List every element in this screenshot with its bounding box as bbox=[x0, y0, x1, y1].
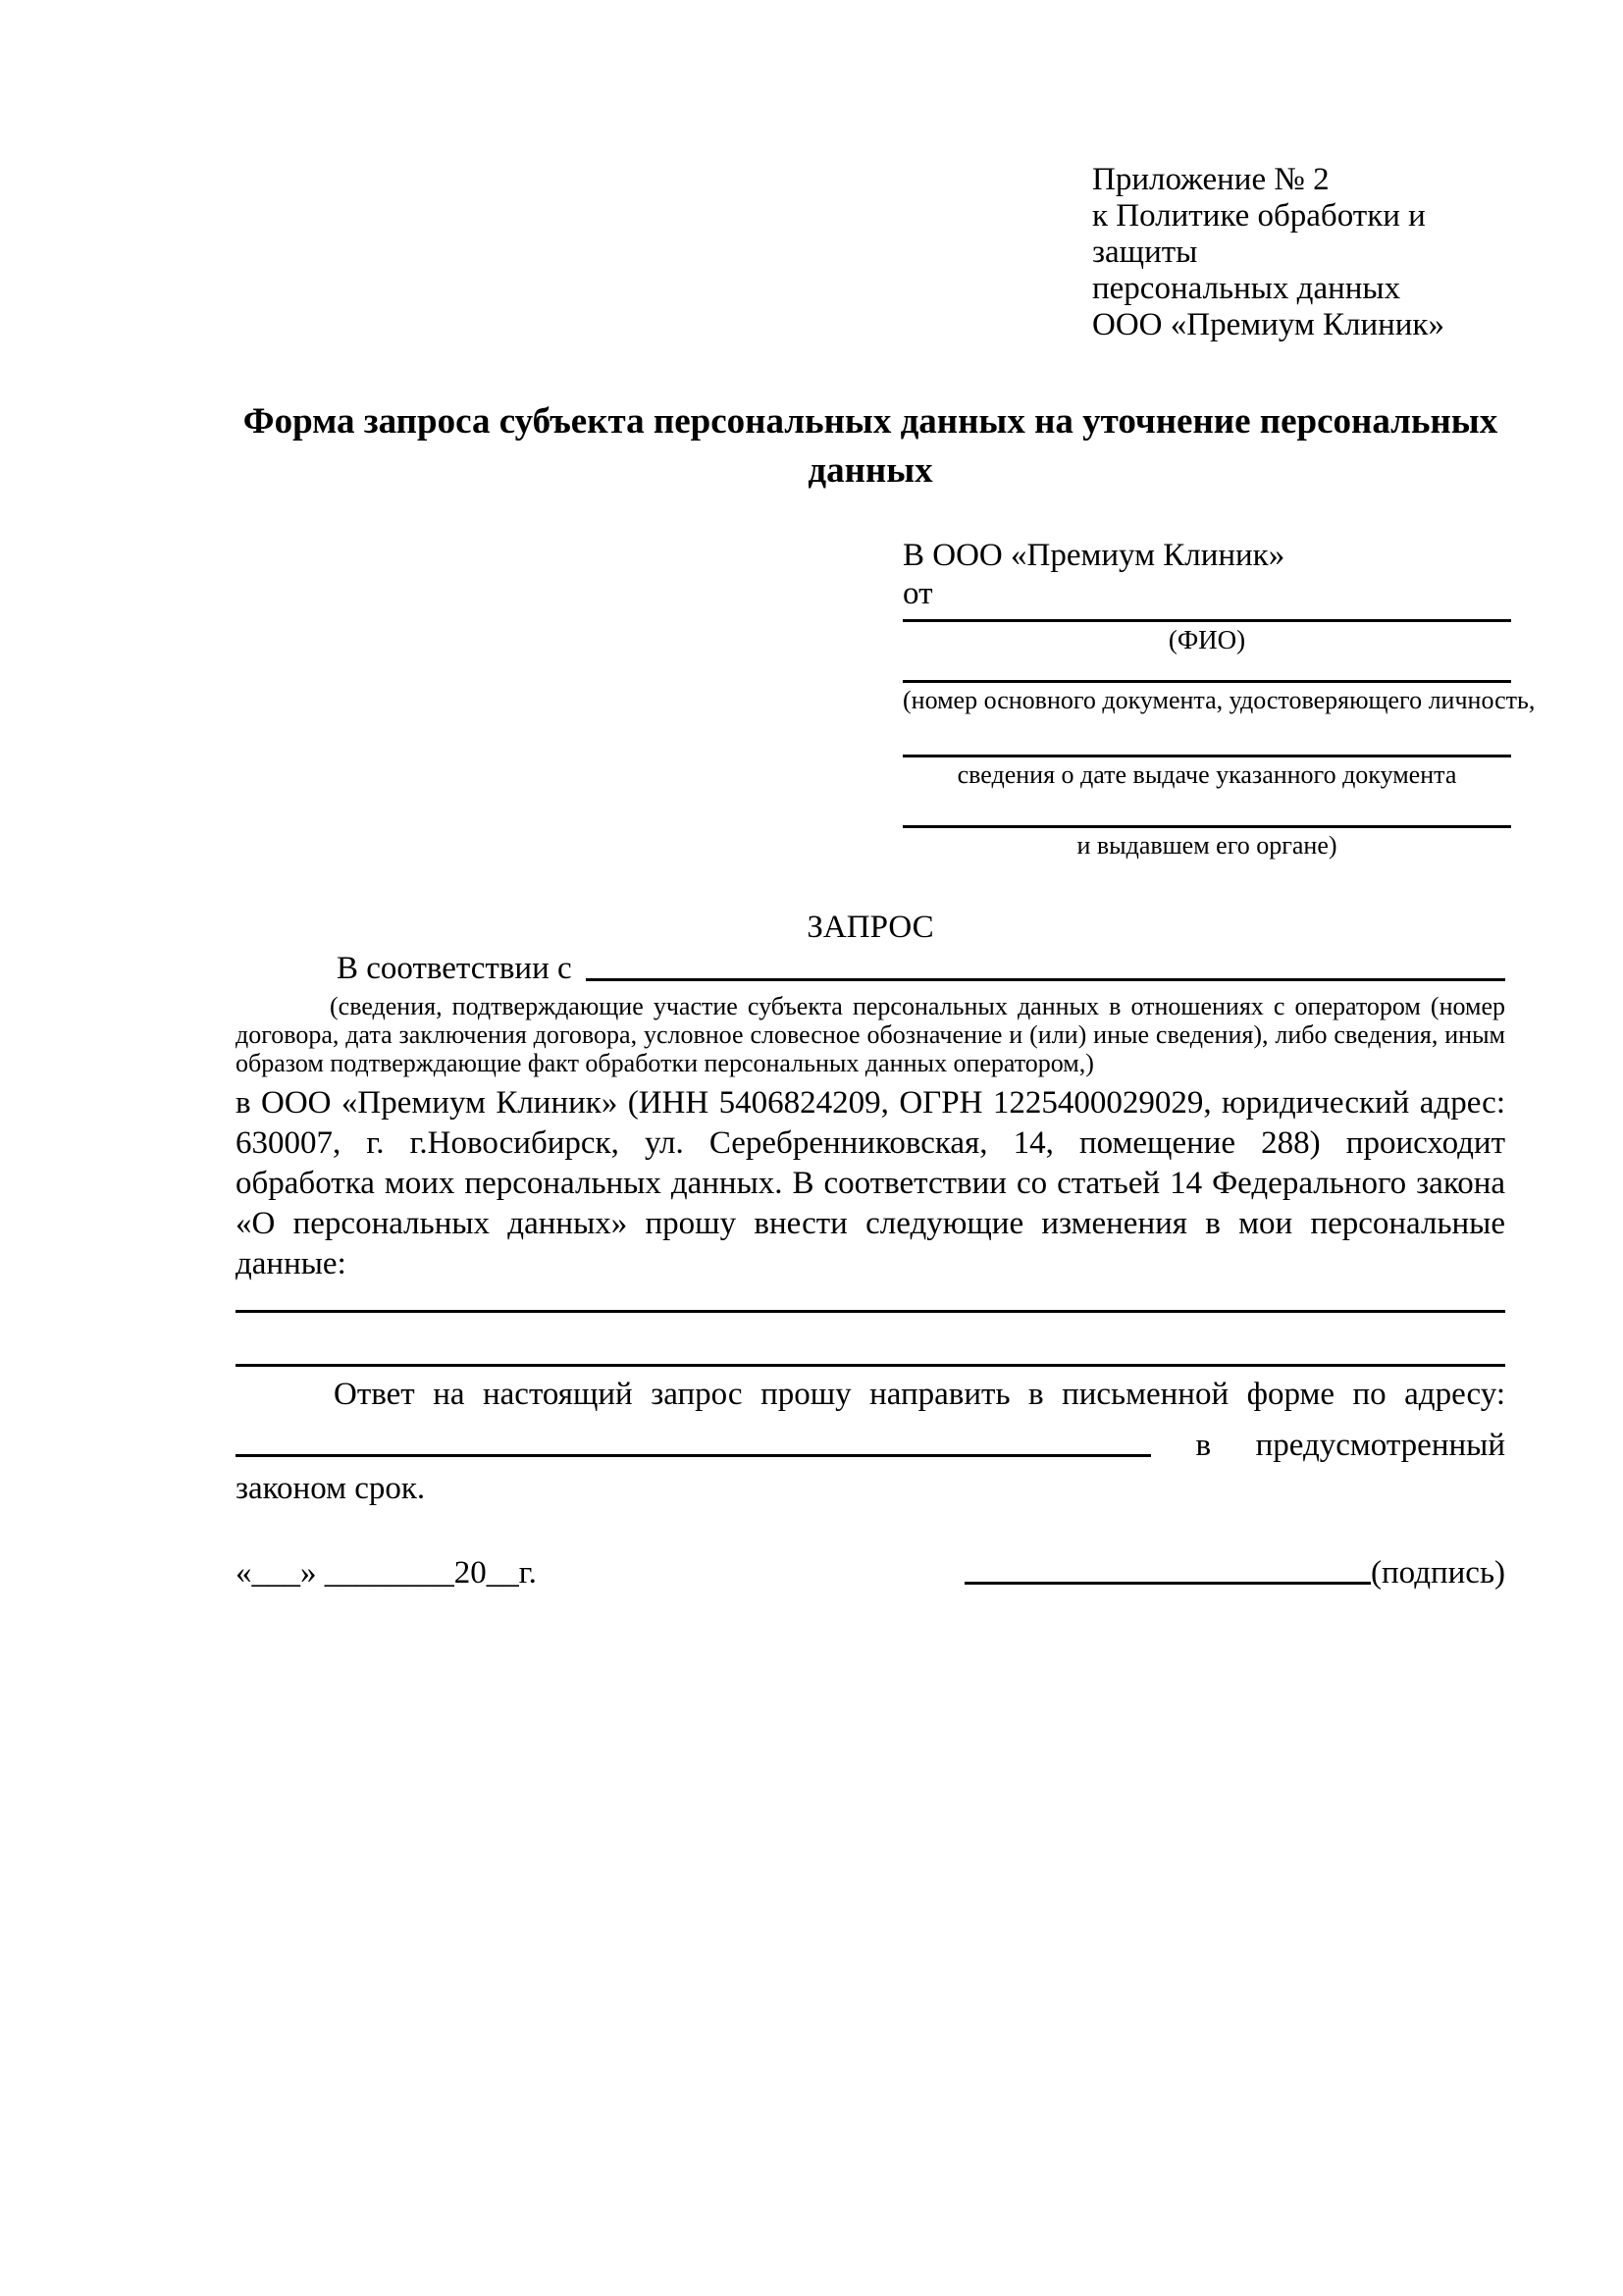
document-title: Форма запроса субъекта персональных данных на уточнение персональных данных bbox=[242, 401, 1498, 491]
reply-word-2: предусмотренный bbox=[1255, 1428, 1505, 1463]
issue-date-caption: сведения о дате выдаче указанного документа bbox=[957, 760, 1457, 789]
appendix-note bbox=[1092, 162, 1505, 343]
reply-paragraph: Ответ на настоящий запрос прошу направить в письменной форме по адресу: bbox=[334, 1377, 1505, 1412]
signature-caption: (подпись) bbox=[1371, 1555, 1505, 1591]
appendix-line-2: к Политике обработки и защиты bbox=[1092, 198, 1426, 270]
accordance-blank-line bbox=[586, 978, 1505, 981]
addressee-block bbox=[903, 537, 1536, 861]
addressee-from-label: от bbox=[903, 576, 933, 611]
reply-word-1: в bbox=[1195, 1428, 1212, 1463]
signature-blank-line bbox=[965, 1582, 1371, 1585]
signature-group bbox=[965, 1553, 1505, 1592]
reply-address-row bbox=[236, 1426, 1505, 1465]
doc-number-field bbox=[903, 680, 1536, 715]
reply-tail: законом срок. bbox=[236, 1471, 426, 1506]
doc-number-caption: (номер основного документа, удостоверяющего личность, bbox=[903, 686, 1536, 714]
issue-date-field bbox=[903, 755, 1511, 790]
doc-number-blank-line bbox=[903, 680, 1511, 683]
footer-row bbox=[236, 1553, 1505, 1592]
fio-field bbox=[903, 619, 1511, 654]
issue-org-blank-line bbox=[903, 825, 1511, 828]
changes-blank-line-1 bbox=[236, 1310, 1505, 1313]
appendix-line-1: Приложение № 2 bbox=[1092, 162, 1330, 197]
appendix-line-3: персональных данных bbox=[1092, 271, 1401, 306]
accordance-row bbox=[236, 949, 1505, 988]
accordance-prefix: В соответствии с bbox=[337, 951, 572, 986]
fine-print-note: (сведения, подтверждающие участие субъекта персональных данных в отношениях с оператором (номер договора, дата заключения договора, условное словесное обозначение и (или) иные сведения), либо сведения, иным образом подтверждающие факт обработки персональных данных оператором,) bbox=[236, 992, 1505, 1077]
issue-date-blank-line bbox=[903, 755, 1511, 757]
page-content bbox=[236, 162, 1536, 1592]
request-heading: ЗАПРОС bbox=[807, 910, 934, 945]
issue-org-field bbox=[903, 825, 1511, 861]
addressee-to: В ООО «Премиум Клиник» bbox=[903, 538, 1285, 573]
issue-org-caption: и выдавшем его органе) bbox=[1076, 831, 1337, 860]
fio-blank-line bbox=[903, 619, 1511, 622]
reply-address-blank-line bbox=[236, 1454, 1151, 1457]
appendix-line-4: ООО «Премиум Клиник» bbox=[1092, 307, 1444, 342]
body-paragraph: в ООО «Премиум Клиник» (ИНН 5406824209, ОГРН 1225400029029, юридический адрес: 630007, г. г.Новосибирск, ул. Серебренниковская, 14, помещение 288) происходит обработка моих персональных данных. В соответствии со статьей 14 Федерального закона «О персональных данных» прошу внести следующие изменения в мои персональные данные: bbox=[236, 1085, 1505, 1281]
fio-caption: (ФИО) bbox=[1168, 625, 1246, 654]
changes-blank-line-2 bbox=[236, 1364, 1505, 1367]
date-blank-field: «___» ________20__г. bbox=[236, 1555, 537, 1591]
